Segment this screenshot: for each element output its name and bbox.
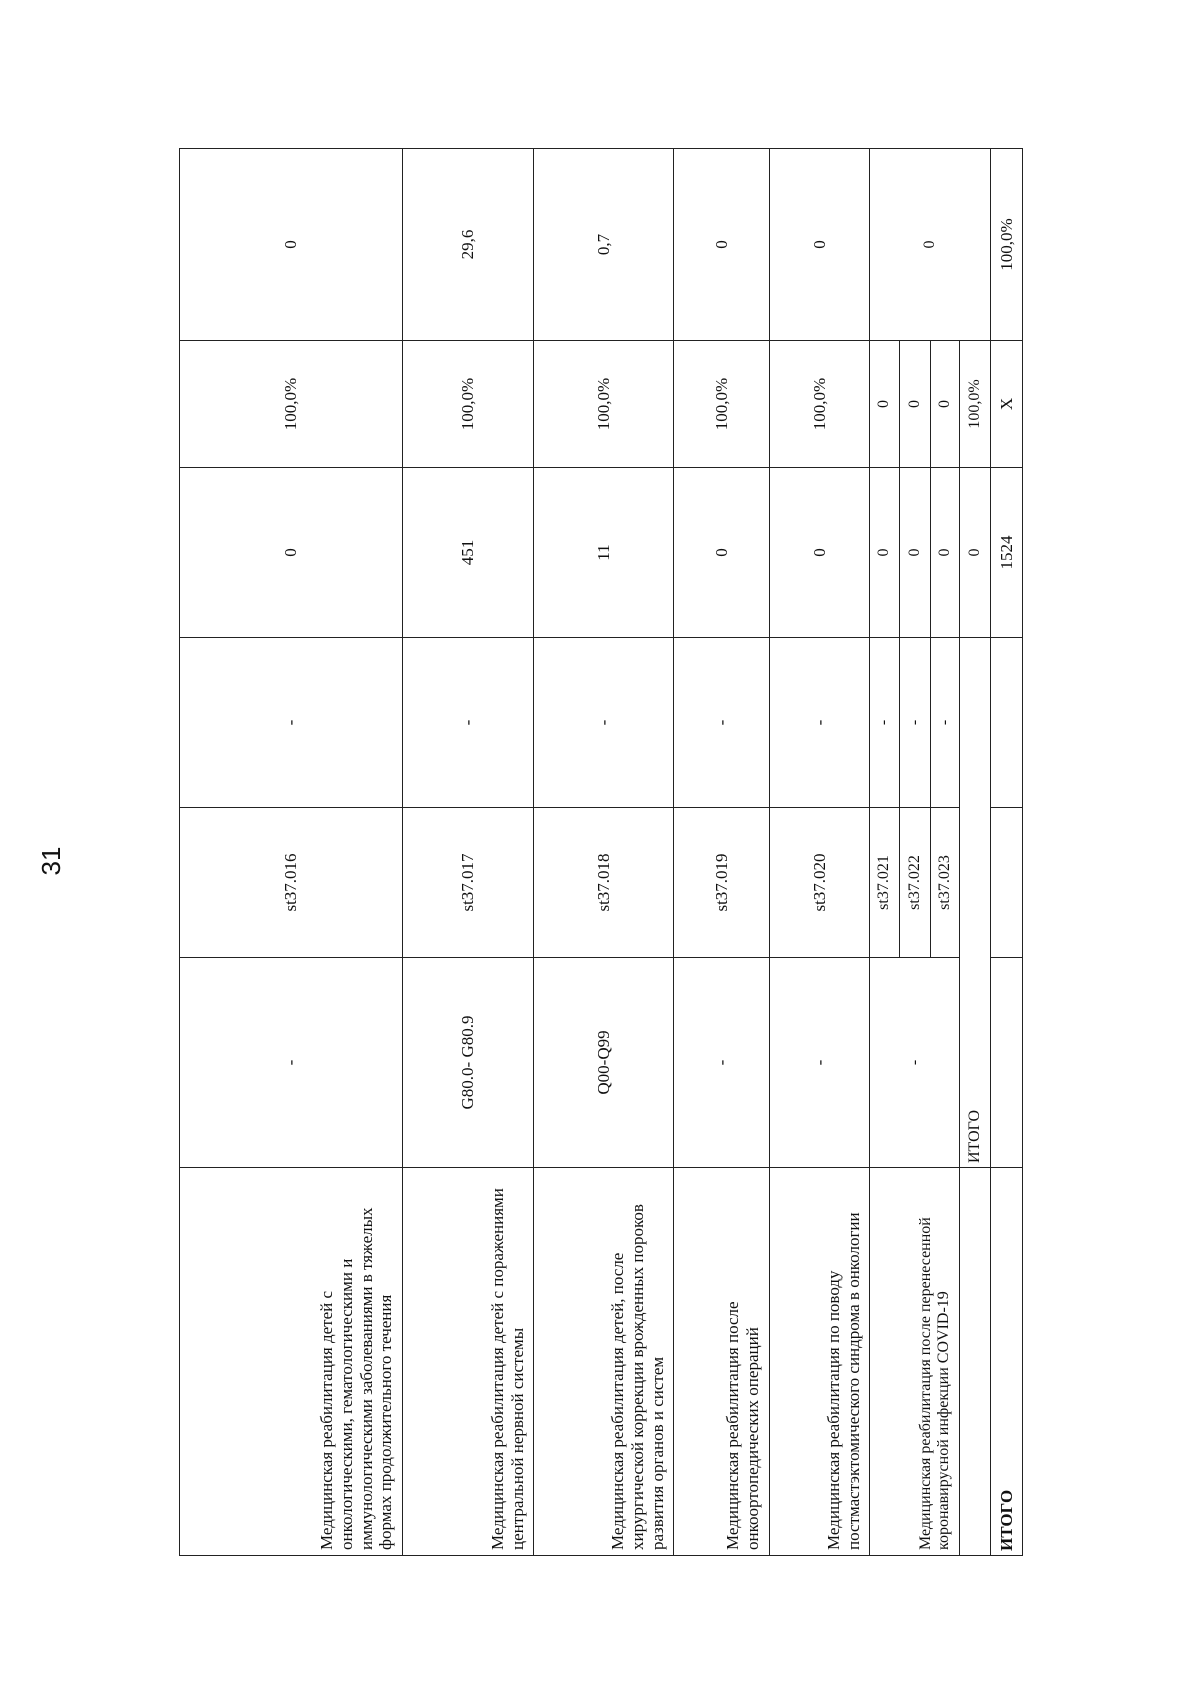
grand-total-empty <box>991 638 1023 808</box>
covid-sub-ksg: st37.023 <box>930 808 960 958</box>
rehabilitation-table <box>179 148 1023 1556</box>
row-extra: - <box>534 638 674 808</box>
row-extra: - <box>180 638 403 808</box>
covid-total-share: 100,0% <box>960 341 991 468</box>
row-share: 100,0% <box>180 341 403 468</box>
row-percent: 0 <box>180 149 403 341</box>
row-count: 0 <box>674 468 769 638</box>
tariff-table-container <box>179 149 1023 1556</box>
row-percent: 0,7 <box>534 149 674 341</box>
page-number: 31 <box>36 846 66 876</box>
covid-sub-extra: - <box>899 638 930 808</box>
row-percent: 0 <box>769 149 870 341</box>
row-share: 100,0% <box>534 341 674 468</box>
table-row <box>769 149 870 1556</box>
row-ksg: st37.018 <box>534 808 674 958</box>
row-name: Медицинская реабилитация после онкоортопедических операций <box>674 1168 769 1556</box>
table-row <box>180 149 403 1556</box>
row-count: 11 <box>534 468 674 638</box>
row-ksg: st37.017 <box>402 808 533 958</box>
table-row-covid <box>870 149 900 1556</box>
table-row-grand-total <box>991 149 1023 1556</box>
covid-name: Медицинская реабилитация после перенесенной коронавирусной инфекции COVID-19 <box>870 1168 960 1556</box>
row-mkb: - <box>180 958 403 1168</box>
covid-percent: 0 <box>870 149 991 341</box>
row-name: Медицинская реабилитация по поводу постмастэктомического синдрома в онкологии <box>769 1168 870 1556</box>
row-percent: 29,6 <box>402 149 533 341</box>
grand-total-count: 1524 <box>991 468 1023 638</box>
covid-total-label: ИТОГО <box>960 638 991 1168</box>
row-extra: - <box>402 638 533 808</box>
covid-sub-share: 0 <box>899 341 930 468</box>
row-name: Медицинская реабилитация детей, после хирургической коррекции врожденных пороков развития органов и систем <box>534 1168 674 1556</box>
covid-mkb: - <box>870 958 960 1168</box>
row-name: Медицинская реабилитация детей с онкологическими, гематологическими и иммунологическими заболеваниями в тяжелых формах продолжительного течения <box>180 1168 403 1556</box>
row-name: Медицинская реабилитация детей с поражениями центральной нервной системы <box>402 1168 533 1556</box>
covid-sub-count: 0 <box>870 468 900 638</box>
table-row <box>534 149 674 1556</box>
grand-total-share: X <box>991 341 1023 468</box>
row-extra: - <box>769 638 870 808</box>
covid-sub-count: 0 <box>930 468 960 638</box>
row-ksg: st37.019 <box>674 808 769 958</box>
covid-sub-extra: - <box>930 638 960 808</box>
row-extra: - <box>674 638 769 808</box>
grand-total-empty <box>991 958 1023 1168</box>
row-count: 0 <box>180 468 403 638</box>
covid-sub-share: 0 <box>870 341 900 468</box>
covid-sub-count: 0 <box>899 468 930 638</box>
row-share: 100,0% <box>674 341 769 468</box>
row-ksg: st37.016 <box>180 808 403 958</box>
row-mkb: - <box>674 958 769 1168</box>
row-mkb: Q00-Q99 <box>534 958 674 1168</box>
row-count: 451 <box>402 468 533 638</box>
row-ksg: st37.020 <box>769 808 870 958</box>
row-mkb: - <box>769 958 870 1168</box>
covid-total-count: 0 <box>960 468 991 638</box>
grand-total-empty <box>991 808 1023 958</box>
row-mkb: G80.0- G80.9 <box>402 958 533 1168</box>
covid-sub-ksg: st37.022 <box>899 808 930 958</box>
row-count: 0 <box>769 468 870 638</box>
covid-sub-extra: - <box>870 638 900 808</box>
grand-total-label: ИТОГО <box>991 1168 1023 1556</box>
covid-sub-share: 0 <box>930 341 960 468</box>
covid-sub-ksg: st37.021 <box>870 808 900 958</box>
row-share: 100,0% <box>402 341 533 468</box>
table-row-covid-total <box>960 149 991 1556</box>
grand-total-percent: 100,0% <box>991 149 1023 341</box>
row-percent: 0 <box>674 149 769 341</box>
covid-total-spacer <box>960 1168 991 1556</box>
table-row <box>674 149 769 1556</box>
table-row <box>402 149 533 1556</box>
row-share: 100,0% <box>769 341 870 468</box>
